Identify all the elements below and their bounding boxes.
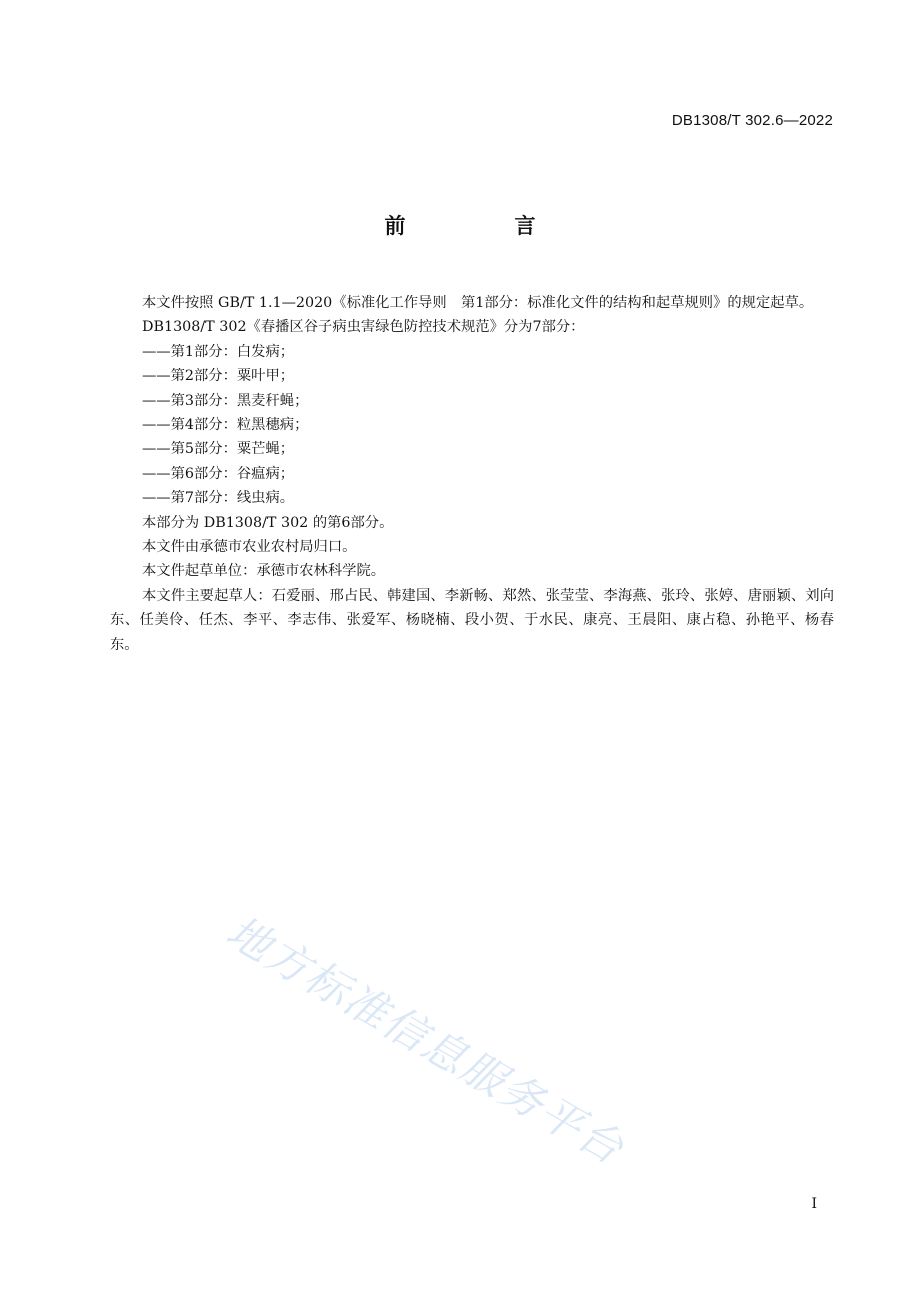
watermark: 地方标准信息服务平台 [217,906,633,1176]
page-number: I [811,1196,817,1212]
foreword-body [110,291,834,657]
list-item-part-2: ——第2部分：粟叶甲； [142,368,295,385]
document-code: DB1308/T 302.6—2022 [671,112,833,129]
paragraph-drafting-basis: 本文件按照 GB/T 1.1—2020《标准化工作导则 第1部分：标准化文件的结构和起草规则》的规定起草。 [142,295,814,311]
list-item-part-1: ——第1部分：白发病； [142,343,295,360]
list-item-part-6: ——第6部分：谷瘟病； [142,465,295,482]
paragraph-drafters: 本文件主要起草人：石爱丽、邢占民、韩建国、李新畅、郑然、张莹莹、李海燕、张玲、张婷、唐丽颖、刘向东、任美伶、任杰、李平、李志伟、张爱军、杨晓楠、段小贺、于水民、康亮、王晨阳、康占稳、孙艳平、杨春东。 [110,587,834,653]
paragraph-this-part: 本部分为 DB1308/T 302 的第6部分。 [142,514,394,531]
list-item-part-5: ——第5部分：粟芒蝇； [142,441,295,458]
paragraph-drafting-unit: 本文件起草单位：承德市农林科学院。 [142,563,386,580]
list-item-part-3: ——第3部分：黑麦秆蝇； [142,392,309,409]
paragraph-parts-intro: DB1308/T 302《春播区谷子病虫害绿色防控技术规范》分为7部分： [142,319,585,336]
paragraph-authority: 本文件由承德市农业农村局归口。 [142,539,357,556]
list-item-part-4: ——第4部分：粒黑穗病； [142,417,309,434]
page-title: 前 言 [384,214,580,238]
list-item-part-7: ——第7部分：线虫病。 [142,490,295,507]
